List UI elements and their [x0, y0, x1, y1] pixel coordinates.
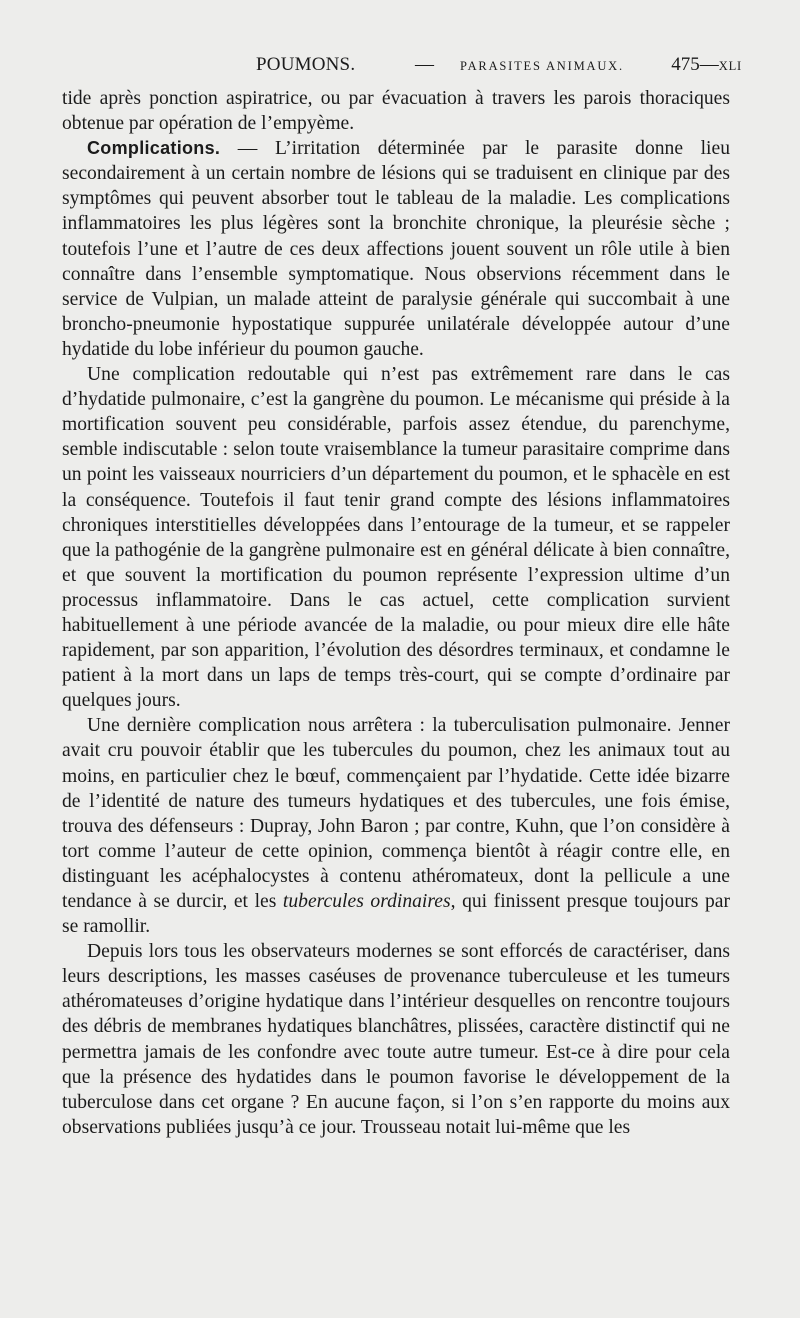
header-subtitle: PARASITES ANIMAUX. [460, 59, 624, 73]
italic-term: tubercules ordinaires [282, 891, 451, 912]
paragraph-tuberculisation-text: Une dernière complication nous arrêtera : la tuberculisation pulmonaire. Jenner avait cru pouvoir établir que les tubercules du poumon, chez les animaux tout au moins, en particulier chez le bœuf, commençaient par l’hydatide. Cette idée bizarre de l’identité de nature des tumeurs hydatiques et des tubercules, une fois émise, trouva des défenseurs : Dupray, John Baron ; par contre, Kuhn, que l’on considère à tort comme l’auteur de cette opinion, commença bientôt à réagir contre elle, en distinguant les acéphalocystes à contenu athéromateux, dont la pellicule a une tendance à se durcir, et les [62, 715, 730, 912]
header-separator: — [415, 54, 434, 75]
paragraph-tuberculisation [62, 713, 730, 939]
paragraph-complications [62, 136, 730, 362]
section-heading-complications: Complications. [87, 138, 221, 159]
paragraph-complications-text: — L’irritation déterminée par le parasite donne lieu secondairement à un certain nombre de lésions qui se traduisent en clinique par des symptômes qui peuvent absorber tout le tableau de la maladie. Les complications inflammatoires les plus légères sont la bronchite chronique, la pleurésie sèche ; toutefois l’une et l’autre de ces deux affections jouent souvent un rôle utile à bien connaître dans l’ensemble symptomatique. Nous observions récemment dans le service de Vulpian, un malade atteint de paralysie générale qui succombait à une broncho-pneumonie hypostatique suppurée unilatérale développée autour d’une hydatide du lobe inférieur du poumon gauche. [62, 138, 730, 360]
paragraph-continuation: tide après ponction aspiratrice, ou par évacuation à travers les parois thoraciques obtenue par opération de l’empyème. [62, 88, 730, 135]
header-title: POUMONS. [256, 54, 356, 75]
running-header [62, 50, 742, 80]
paragraph-tuberculisation-end: , qui finissent presque toujours par se ramollir. [62, 891, 730, 938]
body-text [62, 86, 730, 1140]
page-number [671, 50, 742, 81]
page-number-arabic: 475— [671, 54, 719, 75]
page-number-roman: XLI [718, 59, 742, 73]
paragraph-gangrene: Une complication redoutable qui n’est pas extrêmement rare dans le cas d’hydatide pulmonaire, c’est la gangrène du poumon. Le mécanisme qui préside à la mortification souvent peu considérable, parfois assez étendue, du parenchyme, semble indiscutable : selon toute vraisemblance la tumeur parasitaire comprime dans un point les vaisseaux nourriciers d’un département du poumon, et le sphacèle en est la conséquence. Toutefois il faut tenir grand compte des lésions inflammatoires chroniques interstitielles développées dans l’entourage de la tumeur, et se rappeler que la pathogénie de la gangrène pulmonaire est en général délicate à bien connaître, et que souvent la mortification du poumon représente l’expression ultime d’un processus inflammatoire. Dans le cas actuel, cette complication survient habituellement à une période avancée de la maladie, ou pour mieux dire elle hâte rapidement, par son apparition, l’évolution des désordres terminaux, et condamne le patient à la mort dans un laps de temps très-court, qui se compte d’ordinaire par quelques jours. [62, 364, 730, 712]
paragraph-observers: Depuis lors tous les observateurs modernes se sont efforcés de caractériser, dans leurs descriptions, les masses caséuses de provenance tuberculeuse et les tumeurs athéromateuses d’origine hydatique dans l’intérieur desquelles on rencontre toujours des débris de membranes hydatiques blanchâtres, plissées, caractère distinctif qui ne permettra jamais de les confondre avec toute autre tumeur. Est-ce à dire pour cela que la présence des hydatides dans le poumon favorise le développement de la tuberculose dans cet organe ? En aucune façon, si l’on s’en rapporte du moins aux observations publiées jusqu’à ce jour. Trousseau notait lui-même que les [62, 941, 730, 1138]
